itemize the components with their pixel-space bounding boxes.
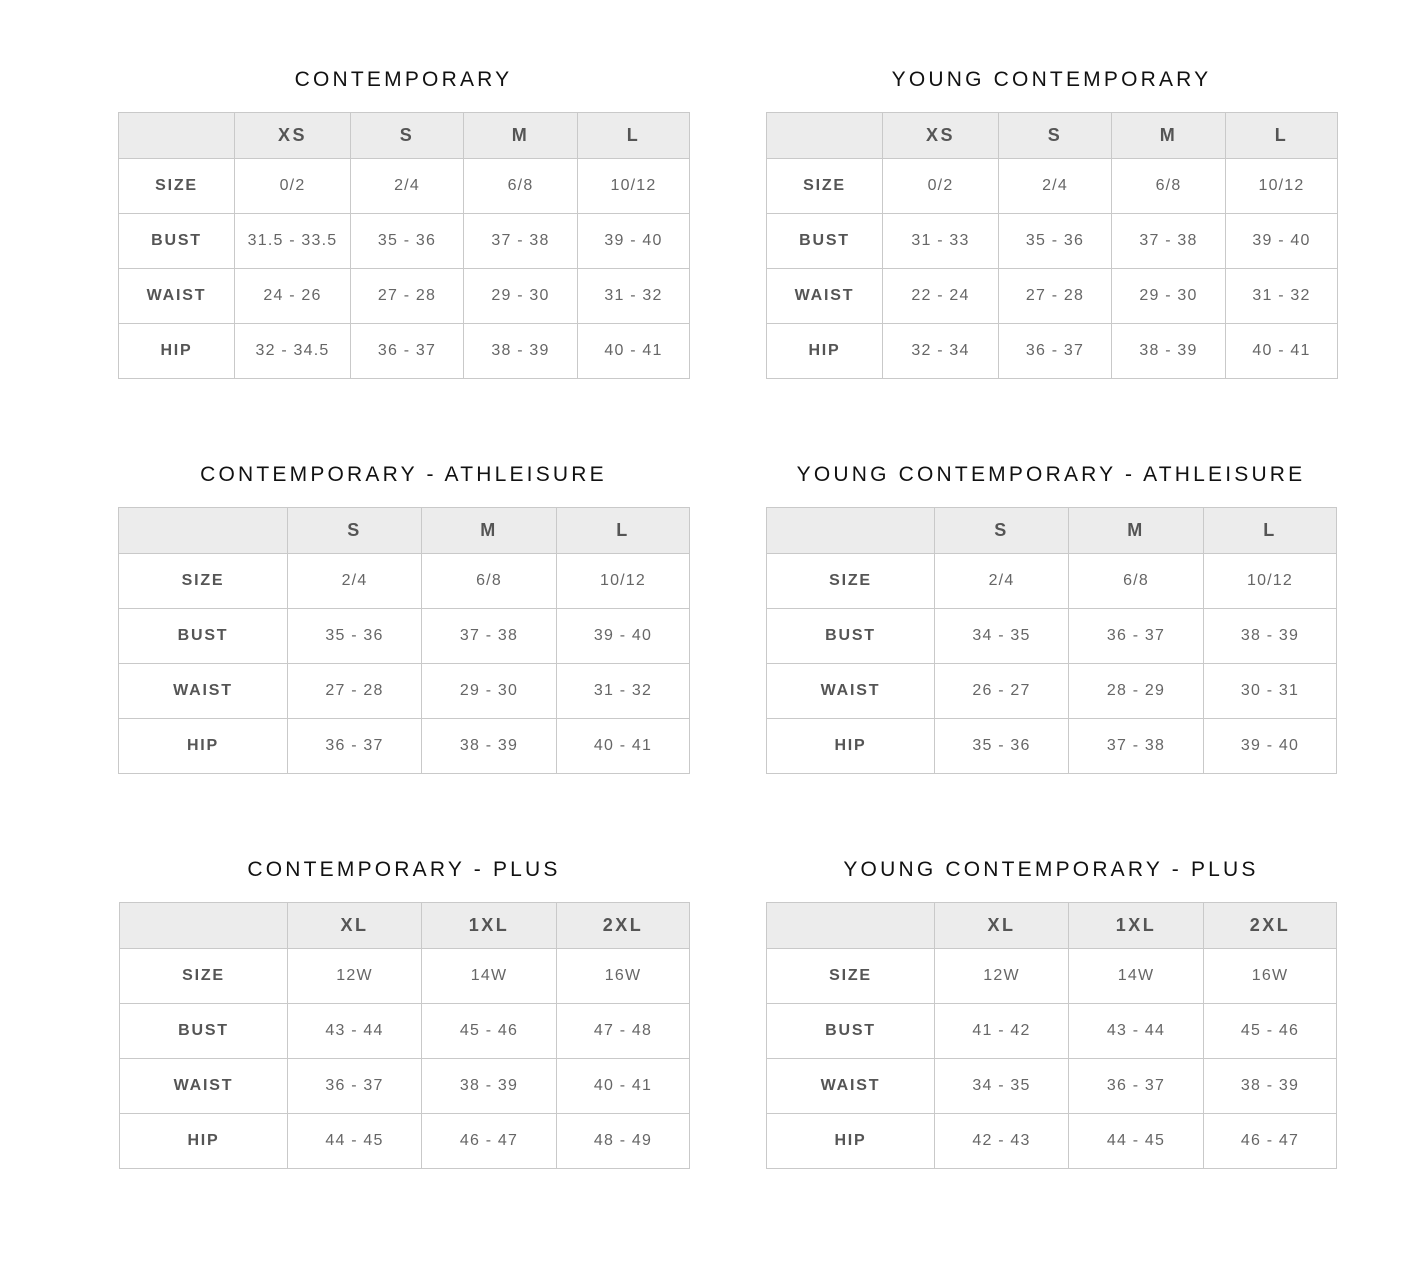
table-cell: 0/2 <box>235 159 351 214</box>
header-corner-cell <box>767 113 883 159</box>
row-label: HIP <box>767 324 883 379</box>
table-row <box>119 554 690 609</box>
table-cell: 2/4 <box>999 159 1112 214</box>
table-cell: 29 - 30 <box>464 269 578 324</box>
table-cell: 42 - 43 <box>935 1114 1069 1169</box>
table-cell: 31 - 32 <box>1226 269 1338 324</box>
column-header: S <box>351 113 464 159</box>
column-header: M <box>1069 508 1204 554</box>
table-row <box>119 324 690 379</box>
table-row <box>767 719 1337 774</box>
header-row <box>120 903 690 949</box>
header-corner-cell <box>767 508 935 554</box>
chart-title: YOUNG CONTEMPORARY - PLUS <box>843 858 1259 881</box>
table-row <box>767 609 1337 664</box>
table-cell: 39 - 40 <box>578 214 690 269</box>
table-cell: 36 - 37 <box>999 324 1112 379</box>
size-table <box>766 507 1337 774</box>
row-label: BUST <box>767 214 883 269</box>
size-table <box>766 902 1337 1169</box>
table-cell: 39 - 40 <box>557 609 690 664</box>
chart-title: CONTEMPORARY - ATHLEISURE <box>200 463 607 486</box>
size-table <box>118 507 690 774</box>
table-cell: 6/8 <box>464 159 578 214</box>
table-cell: 32 - 34 <box>883 324 999 379</box>
column-header: M <box>1112 113 1226 159</box>
chart-title: CONTEMPORARY - PLUS <box>247 858 561 881</box>
table-row <box>119 719 690 774</box>
table-cell: 6/8 <box>422 554 557 609</box>
table-cell: 10/12 <box>557 554 690 609</box>
column-header: XS <box>883 113 999 159</box>
table-cell: 35 - 36 <box>288 609 422 664</box>
table-cell: 40 - 41 <box>557 1059 690 1114</box>
chart-title: YOUNG CONTEMPORARY - ATHLEISURE <box>796 463 1306 486</box>
table-cell: 34 - 35 <box>935 1059 1069 1114</box>
table-cell: 46 - 47 <box>422 1114 557 1169</box>
table-cell: 44 - 45 <box>288 1114 422 1169</box>
table-cell: 6/8 <box>1112 159 1226 214</box>
table-row <box>767 1114 1337 1169</box>
table-cell: 10/12 <box>1226 159 1338 214</box>
table-cell: 46 - 47 <box>1204 1114 1337 1169</box>
table-row <box>119 214 690 269</box>
table-cell: 29 - 30 <box>1112 269 1226 324</box>
column-header: 2XL <box>557 903 690 949</box>
header-corner-cell <box>767 903 935 949</box>
table-cell: 27 - 28 <box>288 664 422 719</box>
table-cell: 38 - 39 <box>1112 324 1226 379</box>
row-label: SIZE <box>767 554 935 609</box>
table-cell: 40 - 41 <box>578 324 690 379</box>
table-cell: 38 - 39 <box>1204 1059 1337 1114</box>
table-cell: 0/2 <box>883 159 999 214</box>
table-cell: 43 - 44 <box>1069 1004 1204 1059</box>
table-cell: 16W <box>1204 949 1337 1004</box>
row-label: HIP <box>767 1114 935 1169</box>
column-header: L <box>578 113 690 159</box>
size-table <box>766 112 1338 379</box>
table-cell: 29 - 30 <box>422 664 557 719</box>
table-cell: 28 - 29 <box>1069 664 1204 719</box>
row-label: SIZE <box>767 949 935 1004</box>
table-cell: 37 - 38 <box>1069 719 1204 774</box>
table-cell: 16W <box>557 949 690 1004</box>
table-cell: 6/8 <box>1069 554 1204 609</box>
table-row <box>767 324 1338 379</box>
table-row <box>119 269 690 324</box>
table-cell: 2/4 <box>351 159 464 214</box>
table-cell: 39 - 40 <box>1226 214 1338 269</box>
table-cell: 37 - 38 <box>464 214 578 269</box>
table-cell: 14W <box>1069 949 1204 1004</box>
table-cell: 38 - 39 <box>422 719 557 774</box>
table-cell: 48 - 49 <box>557 1114 690 1169</box>
table-cell: 12W <box>288 949 422 1004</box>
row-label: HIP <box>119 324 235 379</box>
table-cell: 35 - 36 <box>935 719 1069 774</box>
header-row <box>767 113 1338 159</box>
table-row <box>120 949 690 1004</box>
row-label: SIZE <box>767 159 883 214</box>
row-label: BUST <box>767 1004 935 1059</box>
column-header: L <box>1204 508 1337 554</box>
table-cell: 2/4 <box>288 554 422 609</box>
row-label: HIP <box>120 1114 288 1169</box>
row-label: BUST <box>119 214 235 269</box>
table-cell: 40 - 41 <box>1226 324 1338 379</box>
table-cell: 36 - 37 <box>1069 1059 1204 1114</box>
row-label: BUST <box>120 1004 288 1059</box>
row-label: WAIST <box>119 664 288 719</box>
table-cell: 22 - 24 <box>883 269 999 324</box>
table-cell: 27 - 28 <box>999 269 1112 324</box>
table-row <box>120 1004 690 1059</box>
size-table <box>118 112 690 379</box>
table-row <box>119 159 690 214</box>
table-row <box>767 214 1338 269</box>
table-row <box>119 609 690 664</box>
table-row <box>767 269 1338 324</box>
table-row <box>120 1114 690 1169</box>
table-cell: 31 - 33 <box>883 214 999 269</box>
table-cell: 35 - 36 <box>999 214 1112 269</box>
table-row <box>767 664 1337 719</box>
column-header: L <box>1226 113 1338 159</box>
column-header: S <box>999 113 1112 159</box>
table-cell: 45 - 46 <box>422 1004 557 1059</box>
header-corner-cell <box>120 903 288 949</box>
row-label: WAIST <box>767 269 883 324</box>
column-header: S <box>935 508 1069 554</box>
row-label: BUST <box>767 609 935 664</box>
table-cell: 36 - 37 <box>351 324 464 379</box>
row-label: HIP <box>119 719 288 774</box>
table-cell: 32 - 34.5 <box>235 324 351 379</box>
chart-title: YOUNG CONTEMPORARY <box>891 68 1212 91</box>
table-cell: 36 - 37 <box>288 1059 422 1114</box>
column-header: XS <box>235 113 351 159</box>
table-cell: 36 - 37 <box>288 719 422 774</box>
table-row <box>119 664 690 719</box>
table-cell: 27 - 28 <box>351 269 464 324</box>
row-label: WAIST <box>119 269 235 324</box>
row-label: HIP <box>767 719 935 774</box>
table-cell: 38 - 39 <box>1204 609 1337 664</box>
row-label: SIZE <box>119 554 288 609</box>
table-cell: 14W <box>422 949 557 1004</box>
table-cell: 39 - 40 <box>1204 719 1337 774</box>
table-row <box>767 949 1337 1004</box>
table-cell: 44 - 45 <box>1069 1114 1204 1169</box>
table-row <box>767 1004 1337 1059</box>
column-header: 1XL <box>1069 903 1204 949</box>
table-cell: 30 - 31 <box>1204 664 1337 719</box>
table-cell: 38 - 39 <box>464 324 578 379</box>
column-header: S <box>288 508 422 554</box>
column-header: L <box>557 508 690 554</box>
column-header: XL <box>288 903 422 949</box>
table-cell: 2/4 <box>935 554 1069 609</box>
row-label: BUST <box>119 609 288 664</box>
header-row <box>767 903 1337 949</box>
table-row <box>767 159 1338 214</box>
table-cell: 41 - 42 <box>935 1004 1069 1059</box>
table-cell: 31 - 32 <box>557 664 690 719</box>
table-cell: 47 - 48 <box>557 1004 690 1059</box>
chart-title: CONTEMPORARY <box>294 68 513 91</box>
table-row <box>767 1059 1337 1114</box>
table-cell: 43 - 44 <box>288 1004 422 1059</box>
column-header: XL <box>935 903 1069 949</box>
table-cell: 10/12 <box>1204 554 1337 609</box>
table-cell: 31 - 32 <box>578 269 690 324</box>
table-row <box>120 1059 690 1114</box>
table-cell: 31.5 - 33.5 <box>235 214 351 269</box>
header-row <box>119 113 690 159</box>
table-cell: 37 - 38 <box>1112 214 1226 269</box>
table-cell: 10/12 <box>578 159 690 214</box>
row-label: WAIST <box>767 1059 935 1114</box>
table-row <box>767 554 1337 609</box>
table-cell: 35 - 36 <box>351 214 464 269</box>
header-row <box>119 508 690 554</box>
table-cell: 40 - 41 <box>557 719 690 774</box>
header-corner-cell <box>119 508 288 554</box>
row-label: WAIST <box>767 664 935 719</box>
table-cell: 37 - 38 <box>422 609 557 664</box>
column-header: M <box>422 508 557 554</box>
row-label: WAIST <box>120 1059 288 1114</box>
table-cell: 12W <box>935 949 1069 1004</box>
table-cell: 34 - 35 <box>935 609 1069 664</box>
row-label: SIZE <box>120 949 288 1004</box>
column-header: 1XL <box>422 903 557 949</box>
header-corner-cell <box>119 113 235 159</box>
table-cell: 36 - 37 <box>1069 609 1204 664</box>
column-header: 2XL <box>1204 903 1337 949</box>
table-cell: 45 - 46 <box>1204 1004 1337 1059</box>
table-cell: 24 - 26 <box>235 269 351 324</box>
row-label: SIZE <box>119 159 235 214</box>
header-row <box>767 508 1337 554</box>
table-cell: 38 - 39 <box>422 1059 557 1114</box>
table-cell: 26 - 27 <box>935 664 1069 719</box>
size-table <box>119 902 690 1169</box>
column-header: M <box>464 113 578 159</box>
